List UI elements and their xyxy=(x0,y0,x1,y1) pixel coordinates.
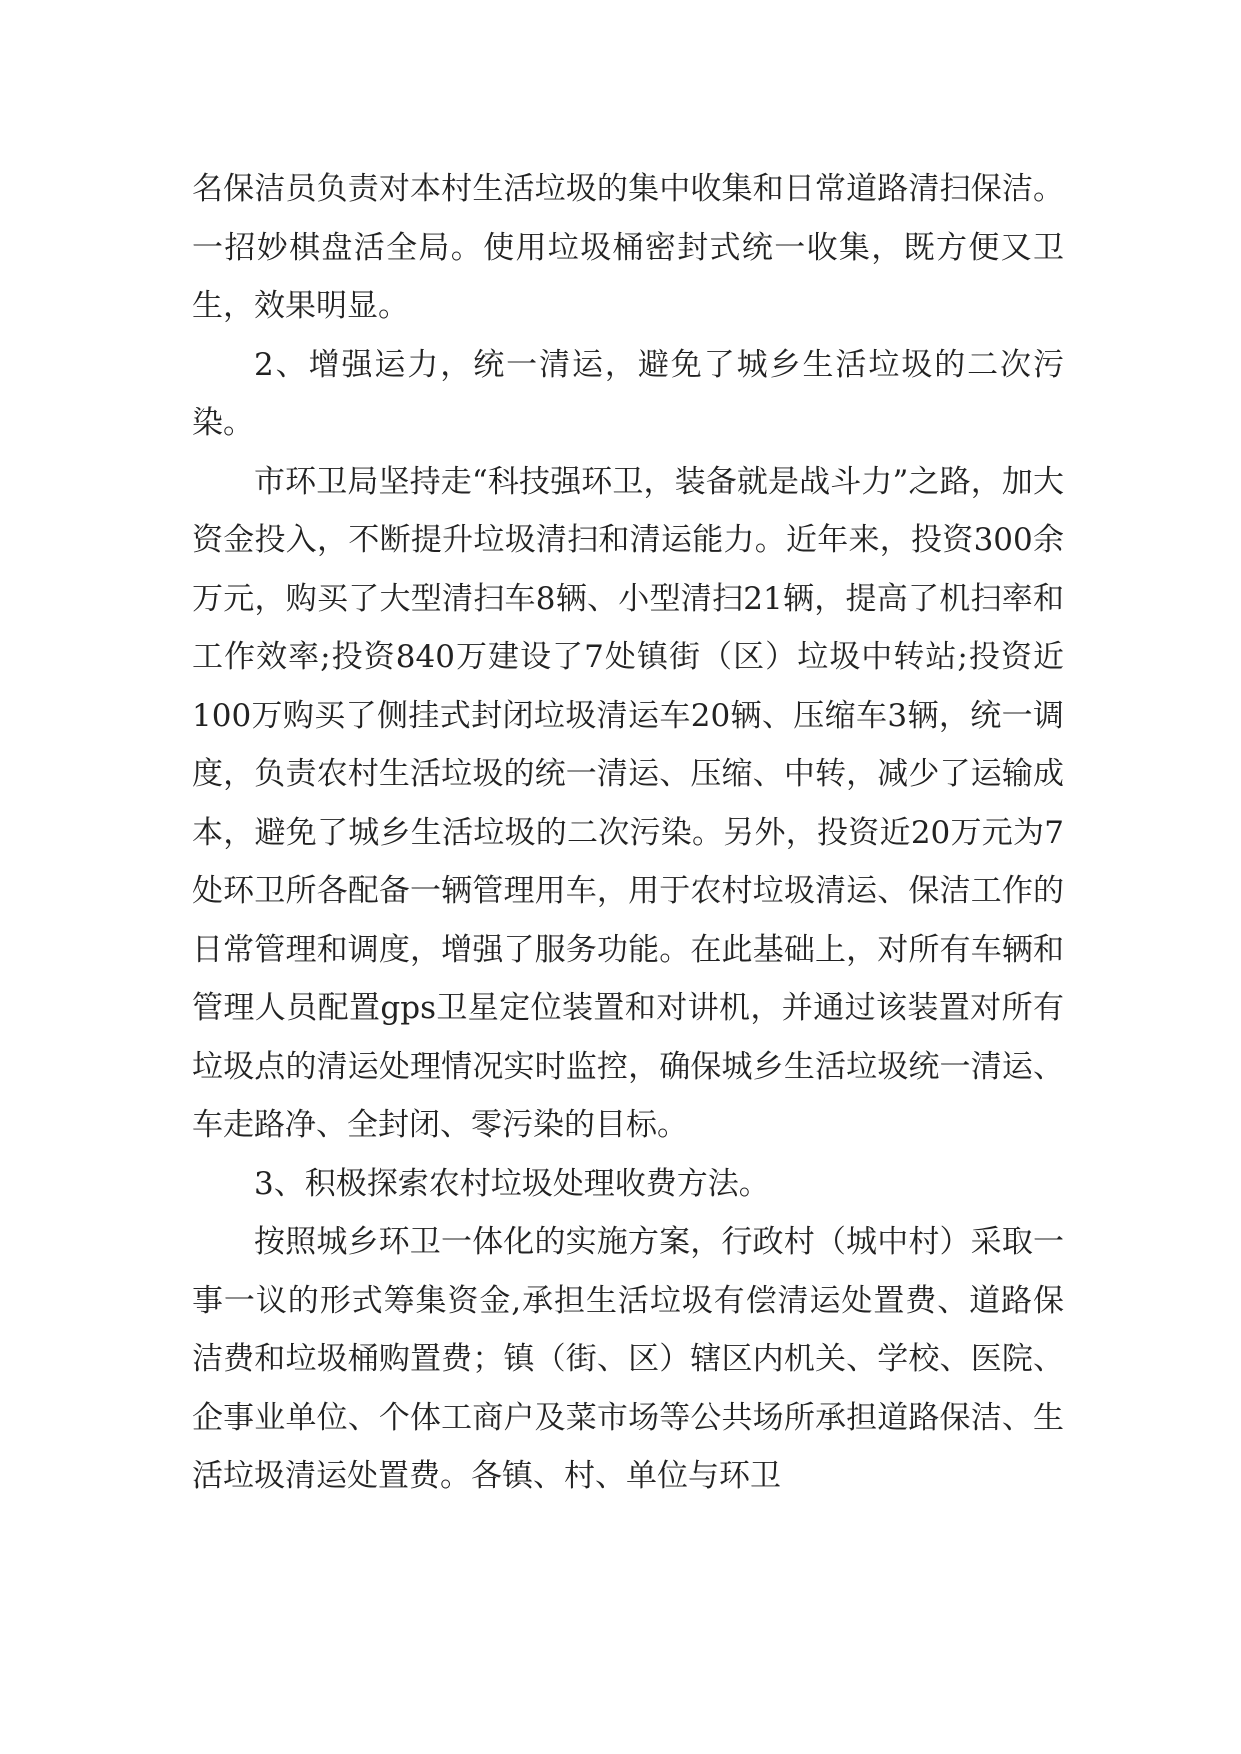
document-body xyxy=(192,160,1064,1506)
section-heading-3: 3、积极探索农村垃圾处理收费方法。 xyxy=(254,1165,770,1202)
section-heading-2: 2、增强运力，统一清运，避免了城乡生活垃圾的二次污染。 xyxy=(192,346,1064,441)
paragraph-section-2: 市环卫局坚持走“科技强环卫，装备就是战斗力”之路，加大资金投入，不断提升垃圾清扫和清运能力。近年来，投资300余万元，购买了大型清扫车8辆、小型清扫21辆，提高了机扫率和工作效率;投资840万建设了7处镇街（区）垃圾中转站;投资近100万购买了侧挂式封闭垃圾清运车20辆、压缩车3辆，统一调度，负责农村生活垃圾的统一清运、压缩、中转，减少了运输成本，避免了城乡生活垃圾的二次污染。另外，投资近20万元为7处环卫所各配备一辆管理用车，用于农村垃圾清运、保洁工作的日常管理和调度，增强了服务功能。在此基础上，对所有车辆和管理人员配置gps卫星定位装置和对讲机，并通过该装置对所有垃圾点的清运处理情况实时监控，确保城乡生活垃圾统一清运、车走路净、全封闭、零污染的目标。 xyxy=(192,463,1064,1143)
paragraph-continuation: 名保洁员负责对本村生活垃圾的集中收集和日常道路清扫保洁。一招妙棋盘活全局。使用垃圾桶密封式统一收集，既方便又卫生，效果明显。 xyxy=(192,171,1064,324)
paragraph-section-3: 按照城乡环卫一体化的实施方案，行政村（城中村）采取一事一议的形式筹集资金,承担生活垃圾有偿清运处置费、道路保洁费和垃圾桶购置费；镇（街、区）辖区内机关、学校、医院、企事业单位、个体工商户及菜市场等公共场所承担道路保洁、生活垃圾清运处置费。各镇、村、单位与环卫 xyxy=(192,1224,1064,1494)
